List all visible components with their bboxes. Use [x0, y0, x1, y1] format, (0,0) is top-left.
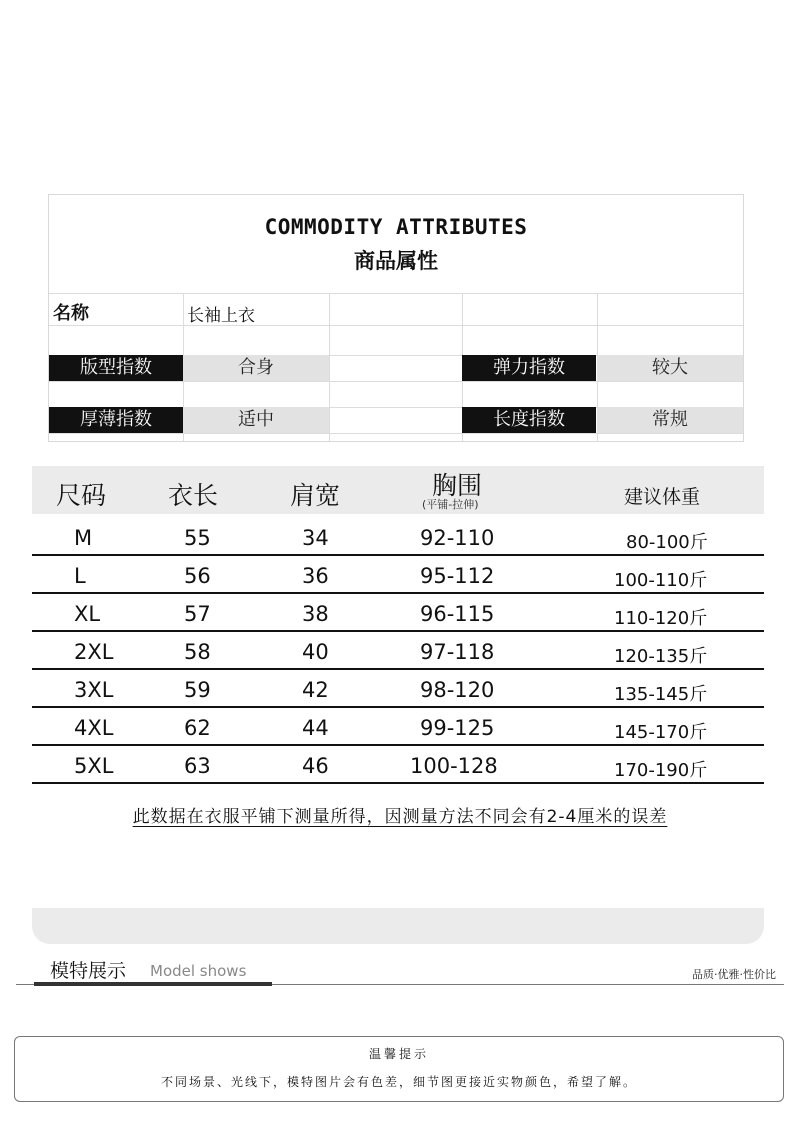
- thickness-index-label: 厚薄指数: [49, 407, 183, 433]
- attributes-title-cn: 商品属性: [354, 249, 438, 273]
- warm-tip-box: [14, 1036, 784, 1102]
- cell-shoulder: 44: [302, 716, 329, 740]
- cell-shoulder: 38: [302, 602, 329, 626]
- cell-length: 59: [184, 678, 211, 702]
- elastic-index-value: 较大: [597, 355, 743, 381]
- cell-shoulder: 40: [302, 640, 329, 664]
- cell-chest: 95-112: [420, 564, 495, 588]
- cell-size: 5XL: [74, 754, 114, 778]
- header-shoulder: 肩宽: [290, 481, 341, 510]
- model-section-subtitle: Model shows: [150, 962, 247, 980]
- grid-line: [49, 433, 743, 434]
- table-row: [32, 708, 764, 746]
- cell-chest: 92-110: [420, 526, 495, 550]
- cell-length: 63: [184, 754, 211, 778]
- name-label: 名称: [53, 303, 89, 324]
- cell-shoulder: 46: [302, 754, 329, 778]
- cell-size: 3XL: [74, 678, 114, 702]
- cell-shoulder: 34: [302, 526, 329, 550]
- cell-length: 58: [184, 640, 211, 664]
- cell-weight: 170-190斤: [614, 760, 708, 781]
- cell-length: 55: [184, 526, 211, 550]
- cell-size: XL: [74, 602, 101, 626]
- cell-chest: 98-120: [420, 678, 495, 702]
- grid-line: [329, 293, 330, 441]
- model-tagline: 品质·优雅·性价比: [692, 968, 776, 981]
- fit-index-label: 版型指数: [49, 355, 183, 381]
- grid-line: [49, 381, 743, 382]
- model-section-title: 模特展示: [50, 960, 127, 982]
- cell-chest: 100-128: [410, 754, 498, 778]
- name-value: 长袖上衣: [187, 306, 255, 326]
- cell-length: 56: [184, 564, 211, 588]
- model-section-underline: [34, 982, 272, 986]
- cell-chest: 99-125: [420, 716, 495, 740]
- measurement-note: [0, 802, 800, 827]
- cell-weight: 145-170斤: [614, 722, 708, 743]
- table-row: [32, 746, 764, 784]
- header-size: 尺码: [56, 481, 107, 510]
- cell-weight: 120-135斤: [614, 646, 708, 667]
- cell-shoulder: 36: [302, 564, 329, 588]
- grid-line: [49, 293, 743, 294]
- header-chest: 胸围: [432, 471, 483, 500]
- size-table-header: [32, 466, 764, 514]
- length-index-value: 常规: [597, 407, 743, 433]
- cell-size: 4XL: [74, 716, 114, 740]
- table-row: [32, 594, 764, 632]
- cell-weight: 80-100斤: [626, 532, 708, 553]
- cell-chest: 96-115: [420, 602, 495, 626]
- measurement-note-text: 此数据在衣服平铺下测量所得，因测量方法不同会有2-4厘米的误差: [132, 807, 668, 827]
- fit-index-value: 合身: [183, 355, 329, 381]
- row-divider: [32, 782, 764, 784]
- table-row: [32, 518, 764, 556]
- table-row: [32, 670, 764, 708]
- table-row: [32, 556, 764, 594]
- elastic-index-label: 弹力指数: [462, 355, 596, 381]
- cell-weight: 110-120斤: [614, 608, 708, 629]
- header-chest-note: (平铺-拉伸): [422, 498, 479, 511]
- warm-tip-title: 温馨提示: [368, 1047, 429, 1061]
- warm-tip-text: 不同场景、光线下，模特图片会有色差，细节图更接近实物颜色，希望了解。: [160, 1075, 637, 1089]
- cell-length: 62: [184, 716, 211, 740]
- cell-length: 57: [184, 602, 211, 626]
- commodity-attributes-card: [48, 194, 744, 442]
- cell-size: M: [74, 526, 93, 550]
- section-divider-band: [32, 908, 764, 944]
- cell-weight: 100-110斤: [614, 570, 708, 591]
- cell-chest: 97-118: [420, 640, 495, 664]
- thickness-index-value: 适中: [183, 407, 329, 433]
- cell-shoulder: 42: [302, 678, 329, 702]
- attributes-title-en: COMMODITY ATTRIBUTES: [264, 215, 528, 239]
- length-index-label: 长度指数: [462, 407, 596, 433]
- header-length: 衣长: [168, 481, 219, 510]
- cell-weight: 135-145斤: [614, 684, 708, 705]
- cell-size: 2XL: [74, 640, 114, 664]
- table-row: [32, 632, 764, 670]
- cell-size: L: [74, 564, 86, 588]
- header-weight: 建议体重: [624, 486, 701, 508]
- grid-line: [49, 325, 743, 326]
